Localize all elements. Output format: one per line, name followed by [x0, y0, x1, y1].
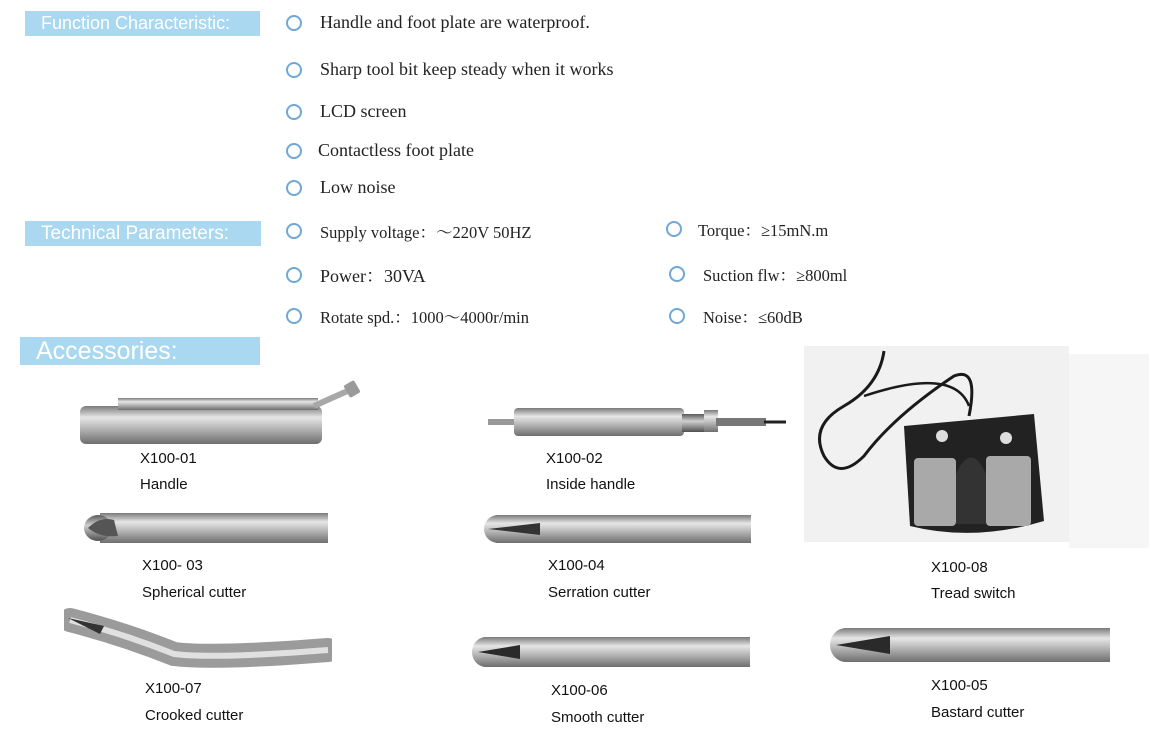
accessory-name: Inside handle: [546, 476, 636, 493]
bullet-circle-icon: [669, 266, 685, 282]
param-noise: Noise：≤60dB: [669, 304, 803, 328]
inside-handle-image: [488, 400, 788, 445]
accessory-code: X100- 03: [142, 557, 203, 574]
param-rotate-speed: Rotate spd.：1000～4000r/min: [286, 304, 529, 328]
bullet-circle-icon: [666, 221, 682, 237]
bastard-cutter-image: [828, 624, 1112, 668]
function-characteristic-heading: Function Characteristic:: [25, 11, 260, 36]
accessory-code: X100-05: [931, 677, 988, 694]
crooked-cutter-image: [64, 604, 332, 670]
accessory-code: X100-02: [546, 450, 603, 467]
function-item: Handle and foot plate are waterproof.: [286, 12, 590, 33]
accessory-name: Spherical cutter: [142, 584, 247, 601]
bullet-circle-icon: [286, 62, 302, 78]
function-item: Sharp tool bit keep steady when it works: [286, 59, 613, 80]
accessory-name: Tread switch: [931, 585, 1016, 602]
bullet-circle-icon: [286, 104, 302, 120]
bullet-circle-icon: [286, 15, 302, 31]
technical-parameters-heading: Technical Parameters:: [25, 221, 261, 246]
param-power: Power：30VA: [286, 262, 426, 288]
param-torque: Torque：≥15mN.m: [666, 217, 828, 241]
accessory-code: X100-01: [140, 450, 197, 467]
smooth-cutter-image: [470, 634, 752, 670]
bullet-circle-icon: [286, 143, 302, 159]
handle-image: [78, 380, 363, 450]
bullet-circle-icon: [286, 180, 302, 196]
function-item: Low noise: [286, 177, 396, 198]
tread-switch-image: [804, 346, 1149, 548]
param-suction: Suction flw：≥800ml: [669, 262, 847, 286]
accessory-name: Bastard cutter: [931, 704, 1025, 721]
accessory-name: Crooked cutter: [145, 707, 244, 724]
accessory-code: X100-04: [548, 557, 605, 574]
function-item: Contactless foot plate: [286, 140, 474, 161]
bullet-circle-icon: [286, 223, 302, 239]
accessory-name: Serration cutter: [548, 584, 651, 601]
function-item: LCD screen: [286, 101, 406, 122]
accessories-heading: Accessories:: [20, 337, 260, 365]
accessory-name: Handle: [140, 476, 188, 493]
accessory-name: Smooth cutter: [551, 709, 645, 726]
bullet-circle-icon: [286, 308, 302, 324]
bullet-circle-icon: [669, 308, 685, 324]
param-supply-voltage: Supply voltage：～220V 50HZ: [286, 219, 531, 243]
serration-cutter-image: [482, 512, 752, 546]
accessory-code: X100-07: [145, 680, 202, 697]
accessory-code: X100-08: [931, 559, 988, 576]
spherical-cutter-image: [80, 508, 330, 546]
bullet-circle-icon: [286, 267, 302, 283]
accessory-code: X100-06: [551, 682, 608, 699]
